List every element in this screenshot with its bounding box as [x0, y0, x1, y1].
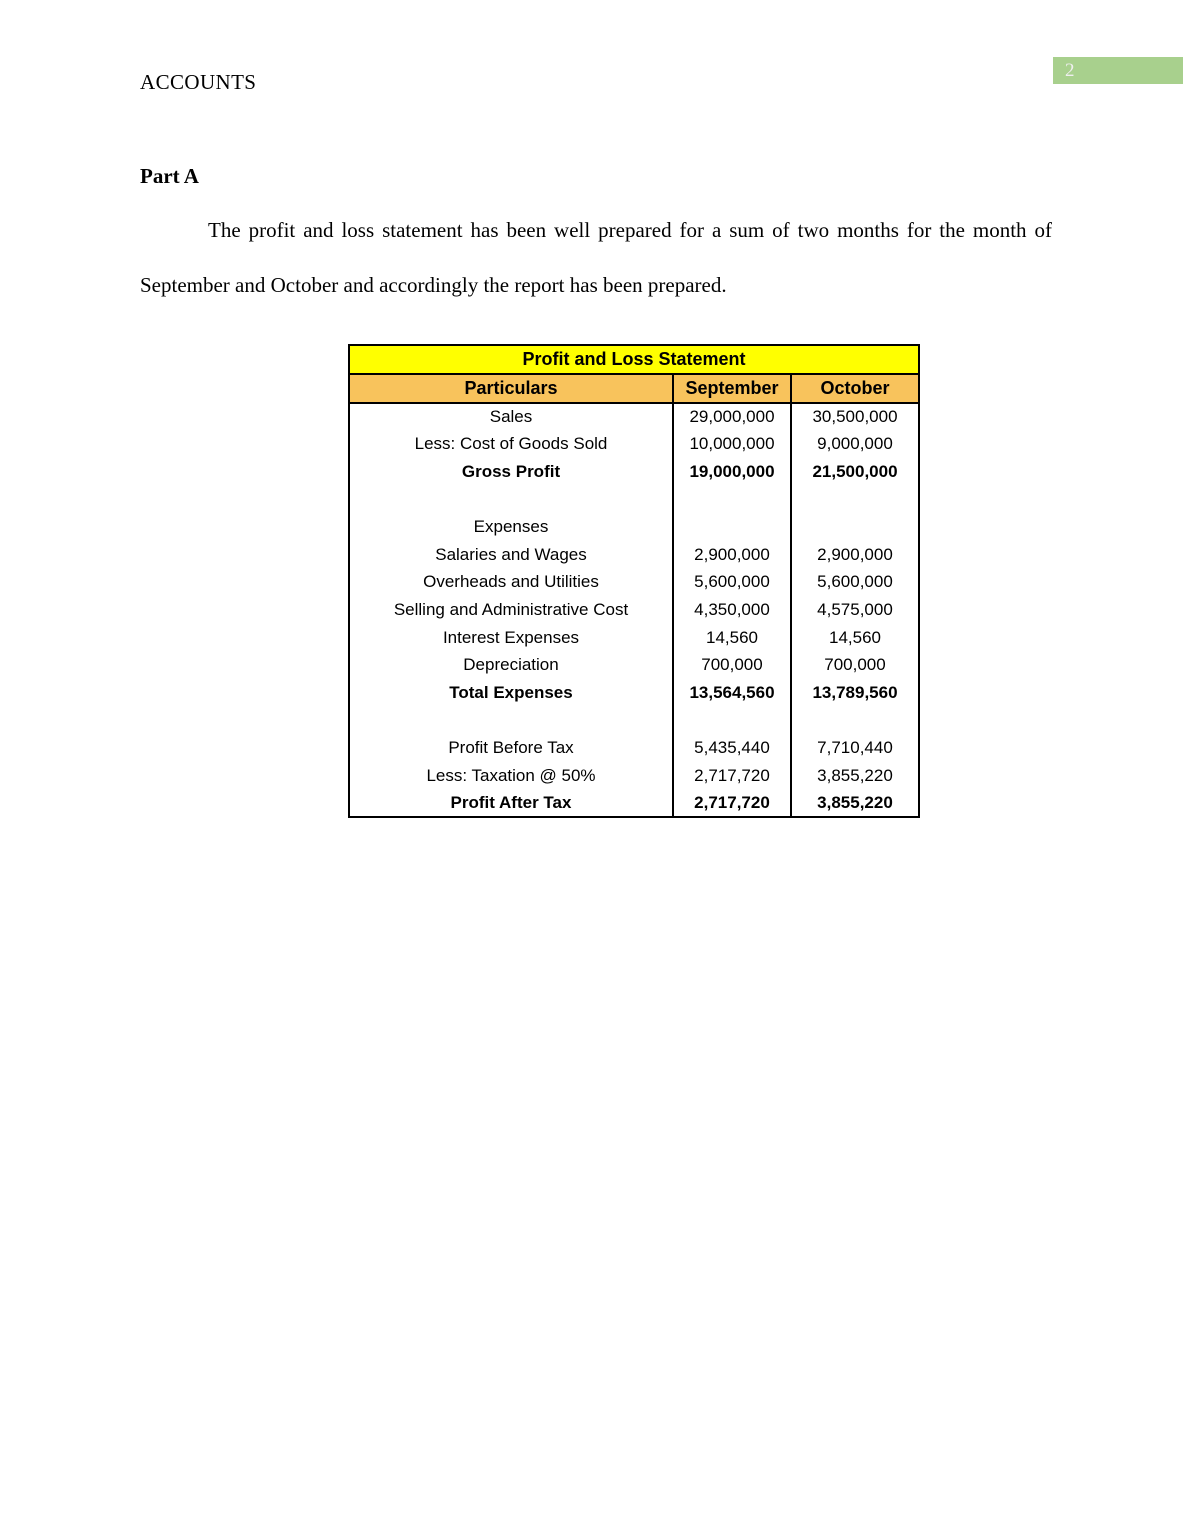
table-row: [349, 486, 919, 514]
row-value-september: 5,435,440: [673, 734, 791, 762]
row-value-september: [673, 707, 791, 735]
column-header-september: September: [673, 374, 791, 403]
row-value-october: [791, 486, 919, 514]
table-title-row: [349, 345, 919, 374]
body-paragraph: The profit and loss statement has been well prepared for a sum of two months for the month of September and October and accordingly the report has been prepared.: [140, 218, 1052, 297]
row-label: Profit After Tax: [349, 789, 673, 817]
profit-loss-table: [348, 344, 920, 818]
row-value-september: 2,717,720: [673, 789, 791, 817]
row-value-october: [791, 707, 919, 735]
row-value-october: 5,600,000: [791, 569, 919, 597]
table-row: [349, 762, 919, 790]
row-value-october: 14,560: [791, 624, 919, 652]
row-value-october: 2,900,000: [791, 541, 919, 569]
page-number-badge: [1053, 57, 1183, 84]
row-label: Salaries and Wages: [349, 541, 673, 569]
row-value-september: 13,564,560: [673, 679, 791, 707]
row-value-october: 700,000: [791, 651, 919, 679]
row-value-october: 7,710,440: [791, 734, 919, 762]
row-value-september: [673, 486, 791, 514]
row-value-october: 3,855,220: [791, 762, 919, 790]
row-label: Less: Taxation @ 50%: [349, 762, 673, 790]
row-value-october: 4,575,000: [791, 596, 919, 624]
table-row: [349, 679, 919, 707]
row-label: Selling and Administrative Cost: [349, 596, 673, 624]
table-row: [349, 789, 919, 817]
document-header-title: ACCOUNTS: [140, 70, 257, 94]
section-title: Part A: [140, 164, 199, 188]
row-value-september: 19,000,000: [673, 458, 791, 486]
table-row: [349, 458, 919, 486]
row-value-september: [673, 513, 791, 541]
row-label: Depreciation: [349, 651, 673, 679]
row-label: Profit Before Tax: [349, 734, 673, 762]
page-number: 2: [1065, 59, 1075, 81]
row-value-october: 21,500,000: [791, 458, 919, 486]
row-value-september: 5,600,000: [673, 569, 791, 597]
column-header-particulars: Particulars: [349, 374, 673, 403]
row-value-september: 2,717,720: [673, 762, 791, 790]
table-row: [349, 541, 919, 569]
row-label: Gross Profit: [349, 458, 673, 486]
table-row: [349, 403, 919, 431]
row-label: Overheads and Utilities: [349, 569, 673, 597]
table-row: [349, 651, 919, 679]
row-label: [349, 707, 673, 735]
row-value-september: 29,000,000: [673, 403, 791, 431]
table-row: [349, 596, 919, 624]
table-row: [349, 707, 919, 735]
row-label: Expenses: [349, 513, 673, 541]
column-header-october: October: [791, 374, 919, 403]
row-value-september: 14,560: [673, 624, 791, 652]
table-row: [349, 431, 919, 459]
table-row: [349, 569, 919, 597]
row-value-september: 2,900,000: [673, 541, 791, 569]
row-label: Total Expenses: [349, 679, 673, 707]
row-value-october: 13,789,560: [791, 679, 919, 707]
row-value-october: [791, 513, 919, 541]
row-label: Interest Expenses: [349, 624, 673, 652]
table-row: [349, 513, 919, 541]
table-row: [349, 624, 919, 652]
table-column-header-row: [349, 374, 919, 403]
row-value-october: 9,000,000: [791, 431, 919, 459]
row-value-september: 4,350,000: [673, 596, 791, 624]
row-value-october: 30,500,000: [791, 403, 919, 431]
row-label: Sales: [349, 403, 673, 431]
table-body: [349, 403, 919, 817]
table-title: Profit and Loss Statement: [349, 345, 919, 374]
row-value-october: 3,855,220: [791, 789, 919, 817]
row-value-september: 10,000,000: [673, 431, 791, 459]
table-row: [349, 734, 919, 762]
row-label: [349, 486, 673, 514]
row-label: Less: Cost of Goods Sold: [349, 431, 673, 459]
row-value-september: 700,000: [673, 651, 791, 679]
